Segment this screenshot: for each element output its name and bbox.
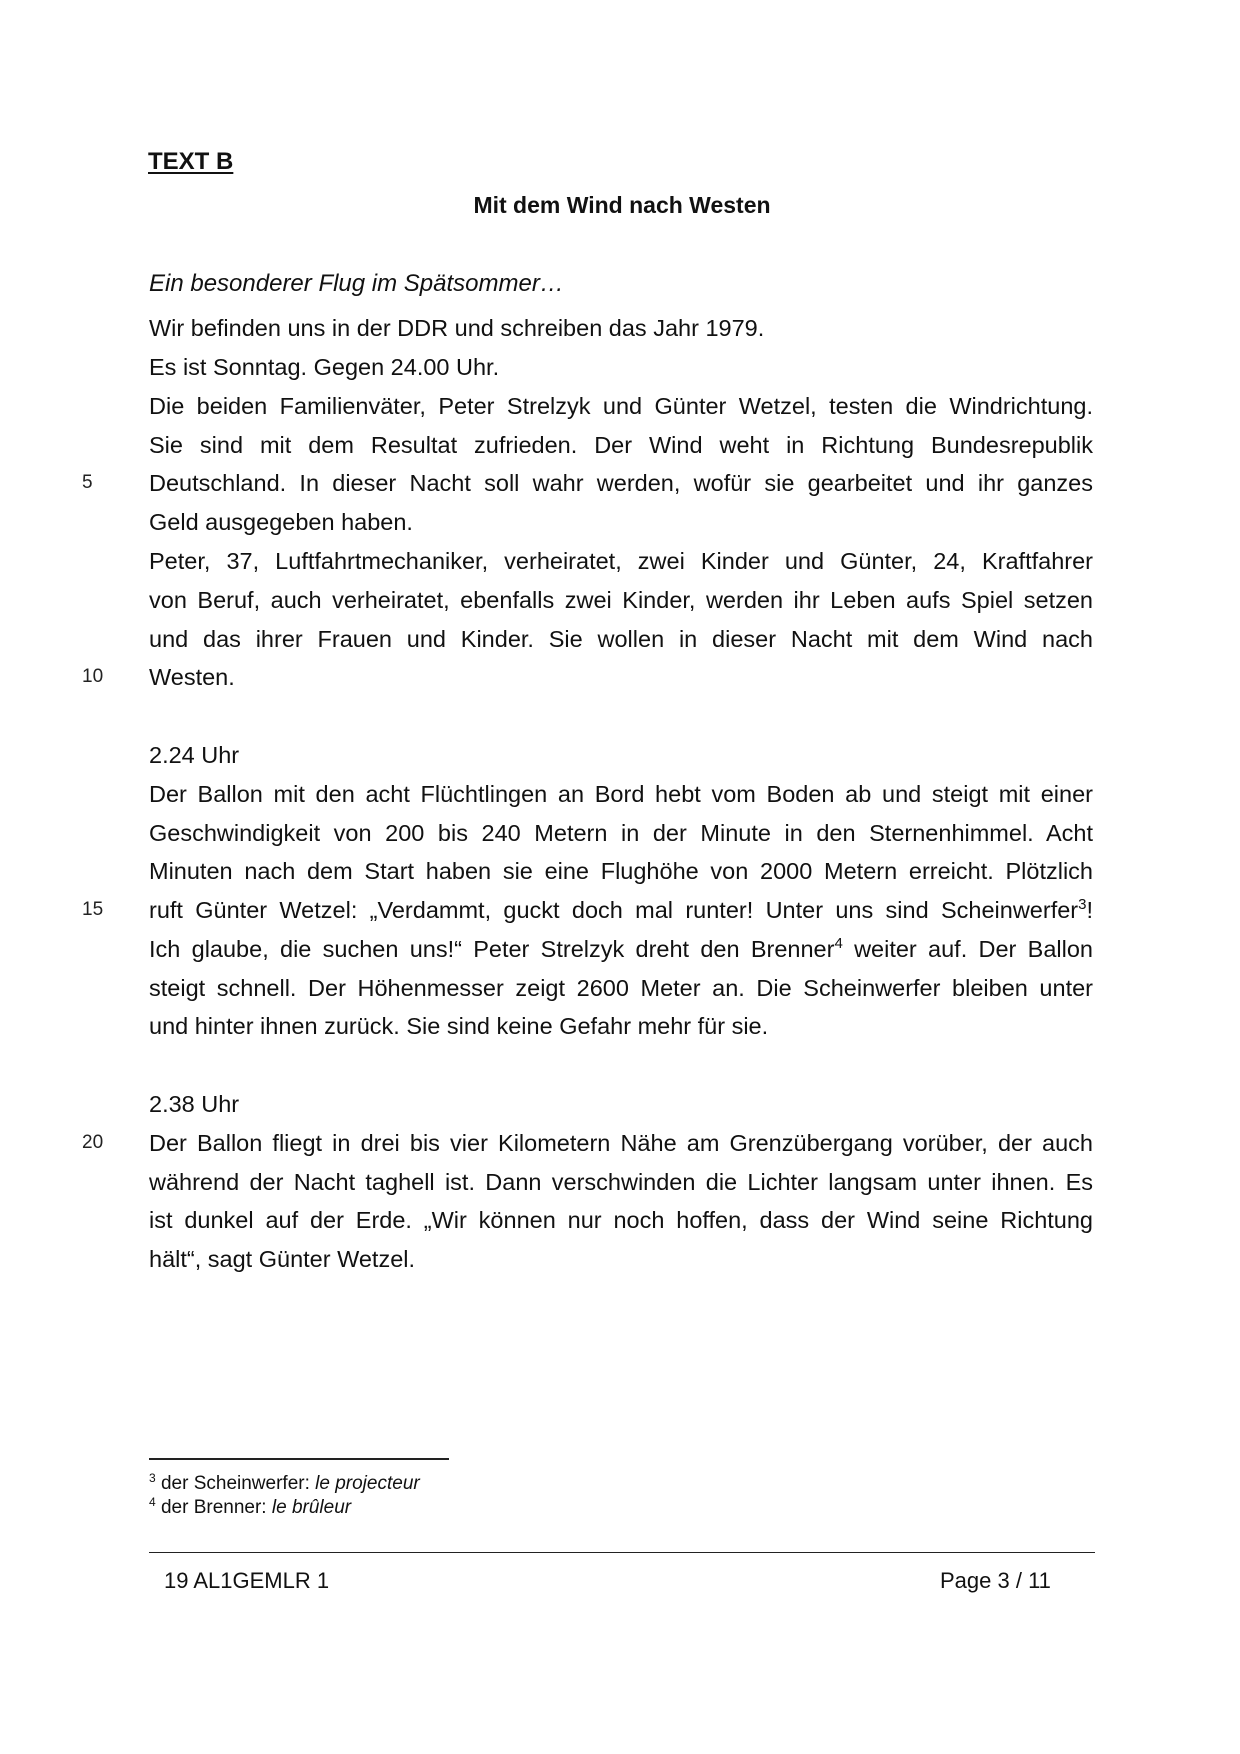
line-number: 5: [82, 472, 93, 493]
text-line: Der Ballon fliegt in drei bis vier Kilometern Nähe am Grenzübergang vorüber, der auch: [149, 1130, 1093, 1156]
time-heading: 2.38 Uhr: [149, 1091, 240, 1117]
text-line: Westen.: [149, 664, 235, 690]
text-line: steigt schnell. Der Höhenmesser zeigt 2600 Meter an. Die Scheinwerfer bleiben unter: [149, 975, 1093, 1001]
text-label: TEXT B: [148, 148, 234, 175]
text-segment: Ich glaube, die suchen uns!“ Peter Strelzyk dreht den Brenner: [149, 936, 835, 962]
text-line: Die beiden Familienväter, Peter Strelzyk und Günter Wetzel, testen die Windrichtung.: [149, 393, 1093, 419]
footnote-ref: 3: [1078, 896, 1087, 913]
text-line: Peter, 37, Luftfahrtmechaniker, verheiratet, zwei Kinder und Günter, 24, Kraftfahrer: [149, 548, 1093, 574]
line-number: 10: [82, 666, 104, 687]
footnote-divider: [149, 1458, 449, 1460]
footnote-mark: 4: [149, 1495, 156, 1509]
text-line: Es ist Sonntag. Gegen 24.00 Uhr.: [149, 354, 500, 380]
text-line: Der Ballon mit den acht Flüchtlingen an Bord hebt vom Boden ab und steigt mit einer: [149, 781, 1093, 807]
text-segment: !: [1086, 897, 1093, 923]
document-code: 19 AL1GEMLR 1: [164, 1568, 330, 1593]
text-line: [149, 888, 1093, 932]
text-line: von Beruf, auch verheiratet, ebenfalls zwei Kinder, werden ihr Leben aufs Spiel setzen: [149, 587, 1093, 613]
footnote-mark: 3: [149, 1471, 156, 1485]
footnote-term: der Brenner:: [160, 1497, 272, 1518]
footer-divider: [149, 1552, 1095, 1553]
footnote-ref: 4: [834, 935, 843, 952]
document-title: [0, 192, 1240, 219]
document-subtitle: Ein besonderer Flug im Spätsommer…: [149, 270, 564, 297]
text-line: Sie sind mit dem Resultat zufrieden. Der Wind weht in Richtung Bundesrepublik: [149, 432, 1093, 458]
footnote-translation: le brûleur: [271, 1497, 352, 1518]
text-segment: weiter auf. Der Ballon: [842, 936, 1093, 962]
text-line: und das ihrer Frauen und Kinder. Sie wollen in dieser Nacht mit dem Wind nach: [149, 626, 1093, 652]
footnote-term: der Scheinwerfer:: [160, 1473, 316, 1494]
document-title-text: Mit dem Wind nach Westen: [473, 192, 771, 218]
text-line: und hinter ihnen zurück. Sie sind keine Gefahr mehr für sie.: [149, 1013, 769, 1039]
text-line: Geschwindigkeit von 200 bis 240 Metern in der Minute in den Sternenhimmel. Acht: [149, 820, 1093, 846]
text-line: ist dunkel auf der Erde. „Wir können nur noch hoffen, dass der Wind seine Richtung: [149, 1207, 1093, 1233]
text-line: [149, 927, 1093, 971]
line-number: 20: [82, 1132, 104, 1153]
text-line: Wir befinden uns in der DDR und schreiben das Jahr 1979.: [149, 315, 765, 341]
text-line: Minuten nach dem Start haben sie eine Flughöhe von 2000 Metern erreicht. Plötzlich: [149, 858, 1093, 884]
footnote: [149, 1472, 420, 1496]
page-number: Page 3 / 11: [940, 1568, 1051, 1593]
text-line: Geld ausgegeben haben.: [149, 509, 413, 535]
text-line: hält“, sagt Günter Wetzel.: [149, 1246, 416, 1272]
footnote: [149, 1496, 351, 1520]
time-heading: 2.24 Uhr: [149, 742, 240, 768]
line-number: 15: [82, 899, 104, 920]
text-line: Deutschland. In dieser Nacht soll wahr werden, wofür sie gearbeitet und ihr ganzes: [149, 470, 1093, 496]
text-line: während der Nacht taghell ist. Dann verschwinden die Lichter langsam unter ihnen. Es: [149, 1169, 1093, 1195]
footnote-translation: le projecteur: [315, 1473, 420, 1494]
text-segment: ruft Günter Wetzel: „Verdammt, guckt doch mal runter! Unter uns sind Scheinwerfer: [149, 897, 1079, 923]
